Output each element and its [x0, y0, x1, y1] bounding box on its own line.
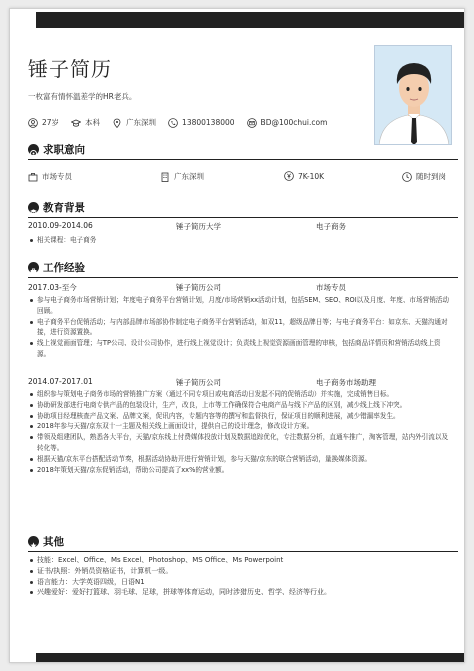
work-role: 电子商务市场助理: [316, 378, 376, 387]
list-item: 2018年参与天猫/京东双十一主题及相关线上画面设计，提供自己的设计理念，修改设计方案。: [28, 421, 453, 432]
list-item: 技能：Excel、Office、Ms Excel、Photoshop、MS Office、Ms Powerpoint: [28, 555, 453, 566]
briefcase-section-icon: [28, 262, 39, 273]
education-major: 电子商务: [316, 222, 346, 231]
info-degree: 本科: [71, 117, 100, 128]
section-intent: 求职意向: [28, 141, 458, 157]
education-school: 锤子简历大学: [176, 222, 221, 231]
intent-city: 广东深圳: [160, 171, 204, 182]
resume-motto: 一枚富有情怀温差学的HR老兵。: [28, 92, 137, 101]
email-icon: [247, 118, 257, 128]
bottom-decor-bar: [36, 653, 464, 662]
list-item: 证书/执照：外销员资格证书，计算机一级。: [28, 566, 453, 577]
list-item: 带领及组建团队，熟悉各大平台，天猫/京东线上付费媒体投放计划及数据追踪优化，专注数据分析，直通车推广，淘客管理，站内外引流以及转化等。: [28, 432, 453, 454]
target-icon: [28, 144, 39, 155]
money-icon: [284, 171, 294, 181]
other-bullets: [28, 555, 453, 598]
list-item: 参与电子商务市场营销计划；年度电子商务平台营销计划，月度/市场营销xx活动计划，包括SEM、SEO、ROI以及月度、年度、市场营销活动回顾。: [28, 295, 453, 317]
graduation-icon: [71, 118, 81, 128]
info-phone: 13800138000: [168, 118, 235, 128]
work-company: 锤子简历公司: [176, 378, 221, 387]
info-location: 广东深圳: [112, 117, 156, 128]
intent-availability: 随时到岗: [402, 171, 446, 182]
list-item: 协助研发部进行电商专供产品的包装设计，生产，改良，上市等工作确保符合电商产品与线下产品的区别，减少线上线下冲突。: [28, 400, 453, 411]
list-item: 线上视觉画面管理；与TP公司、设计公司协作，进行线上视觉设计；负责线上视觉资源画面管理的审核，包括商品详情页和营销活动线上资源。: [28, 338, 453, 360]
top-decor-bar: [10, 9, 464, 30]
location-icon: [112, 118, 122, 128]
list-item: 相关课程：电子商务: [28, 235, 453, 246]
building-icon: [160, 172, 170, 182]
work-company: 锤子简历公司: [176, 283, 221, 292]
briefcase-icon: [28, 172, 38, 182]
phone-icon: [168, 118, 178, 128]
work-2-bullets: [28, 389, 453, 475]
info-age: 27岁: [28, 117, 59, 128]
list-item: 根据天猫/京东平台搭配活动节奏，根据活动协助开进行营销计划，参与天猫/京东的联合营销活动，量换媒体资源。: [28, 454, 453, 465]
section-education: 教育背景: [28, 199, 458, 215]
work-1-bullets: [28, 295, 453, 360]
info-email: BD@100chui.com: [247, 118, 328, 128]
section-other: 其他: [28, 533, 458, 549]
intent-salary: 7K-10K: [284, 171, 324, 181]
list-item: 协助项目经理核查产品文案、品牌文案，促讯内容，专题内容等的撰写和监督执行，保证项目的顺利进展，减少错漏率发生。: [28, 411, 453, 422]
star-icon: [28, 536, 39, 547]
work-date: 2017.03-至今: [28, 283, 77, 292]
profile-photo: [374, 45, 452, 145]
user-icon: [28, 118, 38, 128]
basic-info-row: [28, 117, 339, 128]
resume-page: [9, 8, 465, 663]
list-item: 组织参与策划电子商务市场的营销推广方案（通过不同专项日或电商活动日发起不同的促销活动）并实施，完成销售目标。: [28, 389, 453, 400]
clock-icon: [402, 172, 412, 182]
work-role: 市场专员: [316, 283, 346, 292]
list-item: 电子商务平台促销活动；与内部品牌市场部协作制定电子商务平台营销活动，如双11，超级品牌日等；与电子商务平台：如京东、天猫沟通对接，进行资源置换。: [28, 317, 453, 339]
list-item: 兴趣爱好：爱好打篮球、羽毛球、足球，拼球等体育运动，同时涉猎历史、哲学、经济等行业。: [28, 587, 453, 598]
resume-name: 锤子简历: [28, 57, 112, 81]
intent-position: 市场专员: [28, 171, 72, 182]
graduation-cap-icon: [28, 202, 39, 213]
education-date: 2010.09-2014.06: [28, 221, 93, 230]
list-item: 语言能力：大学英语四级，日语N1: [28, 577, 453, 588]
list-item: 2018年策划天猫/京东促销活动，帮助公司提高了xx%的营业额。: [28, 465, 453, 476]
section-work: 工作经验: [28, 259, 458, 275]
work-date: 2014.07-2017.01: [28, 377, 93, 386]
education-bullets: [28, 235, 453, 246]
avatar: [375, 46, 452, 145]
